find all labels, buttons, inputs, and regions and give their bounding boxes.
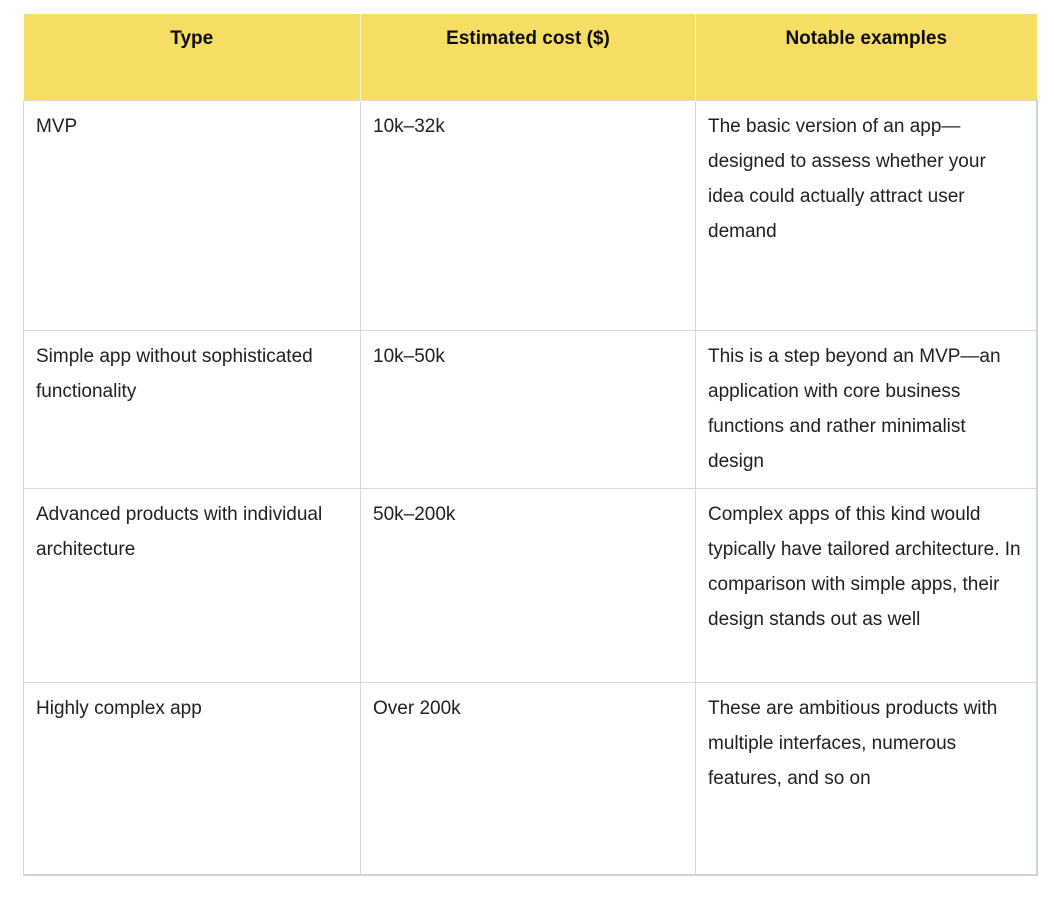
app-cost-table xyxy=(23,14,1038,876)
header-cell-type: Type xyxy=(24,14,361,100)
cell-notable-examples: This is a step beyond an MVP—an application with core business functions and rather minimalist design xyxy=(696,330,1037,488)
table-header xyxy=(24,14,1037,100)
header-row xyxy=(24,14,1037,100)
cell-estimated-cost: Over 200k xyxy=(361,682,696,875)
table-row xyxy=(24,330,1037,488)
cell-notable-examples: These are ambitious products with multiple interfaces, numerous features, and so on xyxy=(696,682,1037,875)
table-body xyxy=(24,100,1037,875)
cell-notable-examples: Complex apps of this kind would typically have tailored architecture. In comparison with simple apps, their design stands out as well xyxy=(696,488,1037,682)
header-cell-estimated-cost: Estimated cost ($) xyxy=(361,14,696,100)
table-row xyxy=(24,682,1037,875)
cell-notable-examples: The basic version of an app—designed to assess whether your idea could actually attract user demand xyxy=(696,100,1037,330)
cell-estimated-cost: 50k–200k xyxy=(361,488,696,682)
cell-type: Simple app without sophisticated functionality xyxy=(24,330,361,488)
table-row xyxy=(24,488,1037,682)
cell-estimated-cost: 10k–50k xyxy=(361,330,696,488)
header-cell-notable-examples: Notable examples xyxy=(696,14,1037,100)
cell-estimated-cost: 10k–32k xyxy=(361,100,696,330)
table-row xyxy=(24,100,1037,330)
cell-type: Highly complex app xyxy=(24,682,361,875)
cell-type: MVP xyxy=(24,100,361,330)
cell-type: Advanced products with individual architecture xyxy=(24,488,361,682)
